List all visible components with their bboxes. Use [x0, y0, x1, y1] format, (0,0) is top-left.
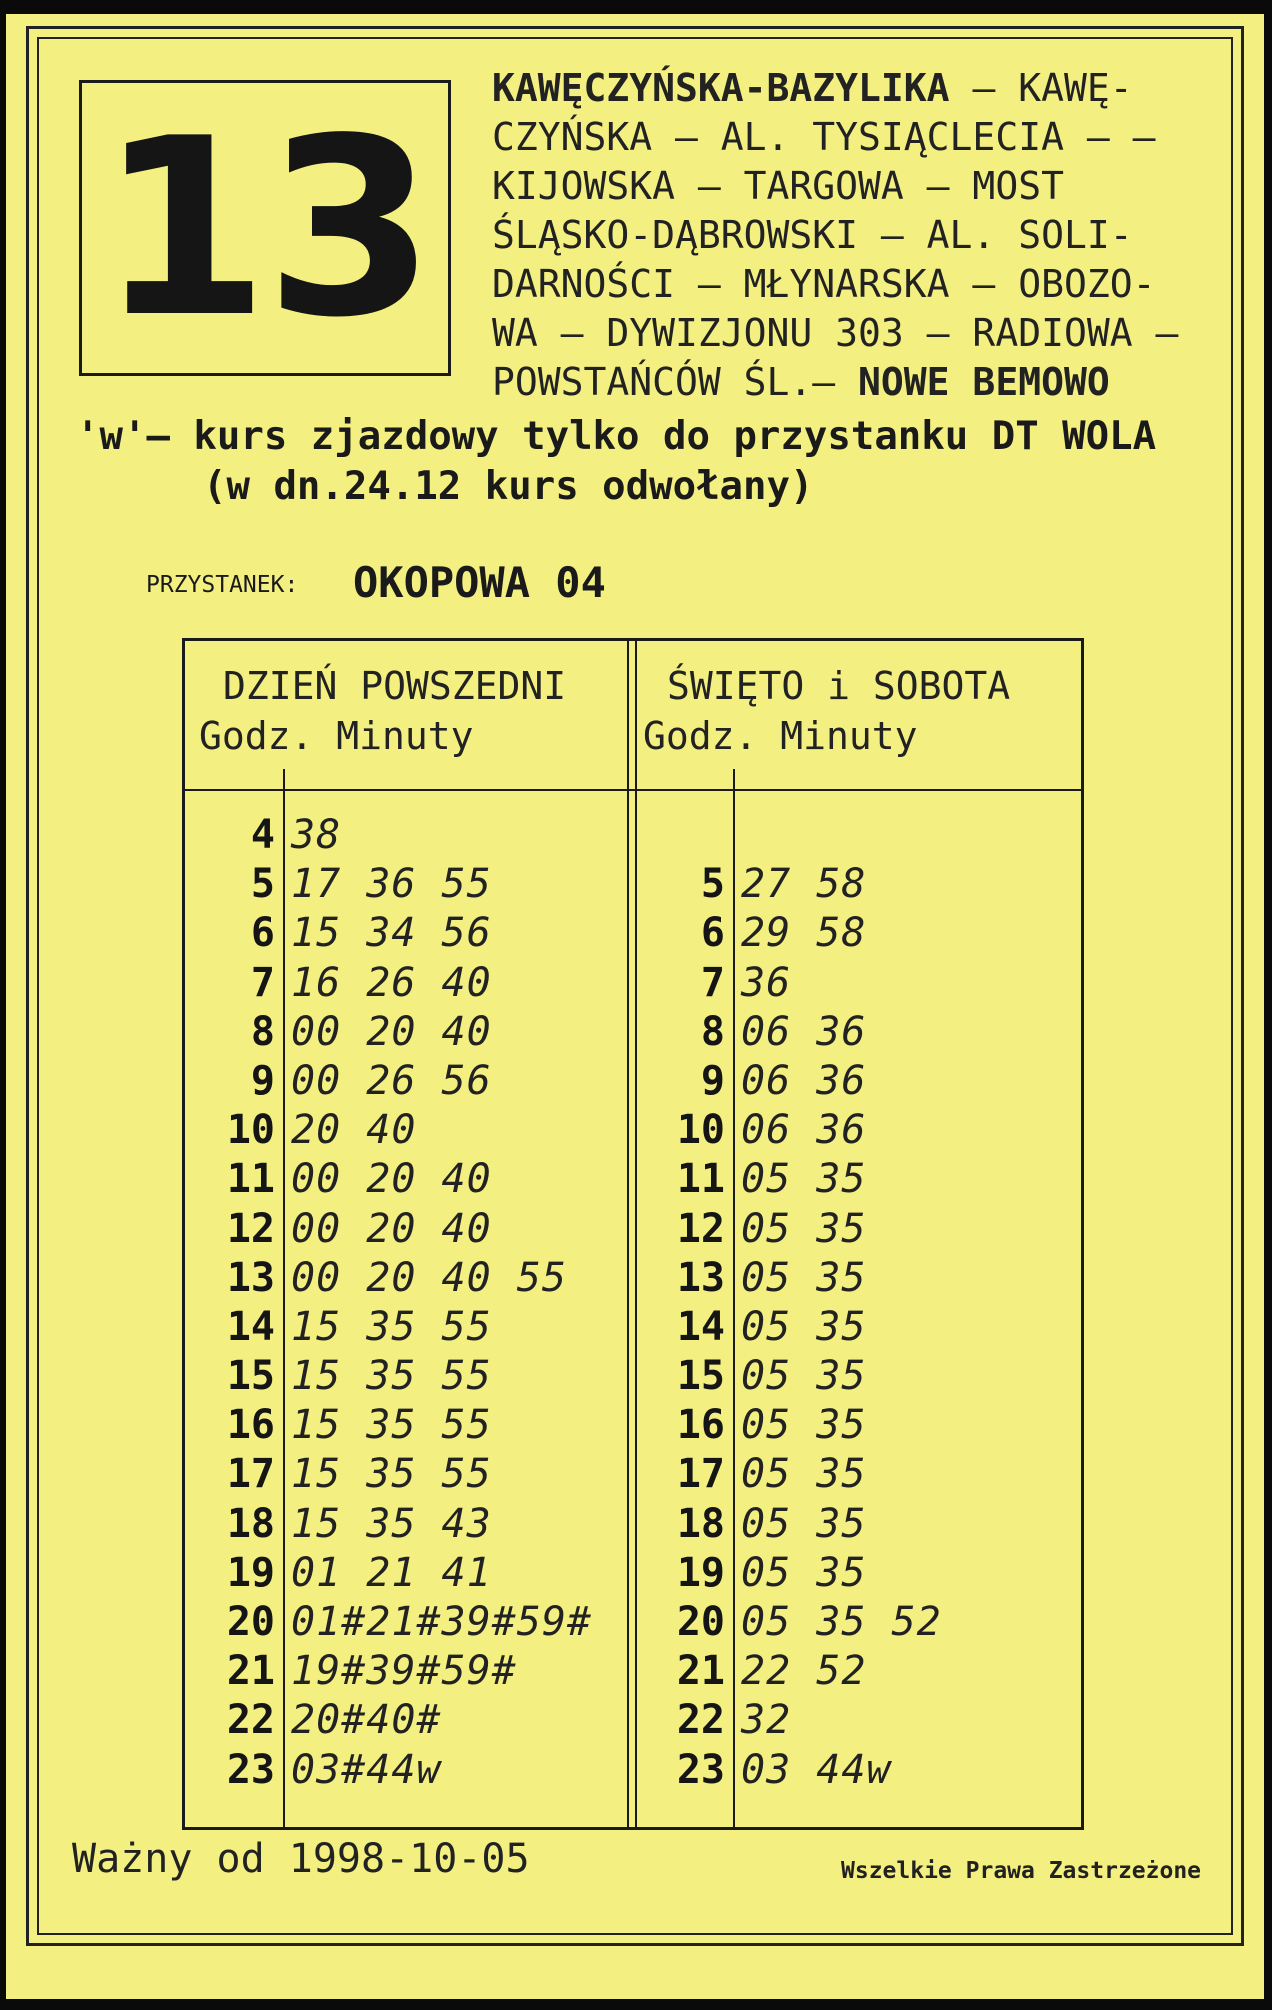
hour-cell: 19: [676, 1549, 725, 1596]
hour-cell: 18: [676, 1500, 725, 1547]
minutes-cell: 05 35: [741, 1402, 867, 1449]
notice-line-2: (w dn.24.12 kurs odwołany): [203, 464, 814, 509]
hour-cell: 13: [226, 1254, 275, 1301]
hour-cell: 6: [250, 910, 275, 957]
minutes-cell: 00 20 40: [291, 1156, 492, 1203]
minutes-cell: 05 35: [741, 1500, 867, 1547]
hour-cell: 21: [226, 1648, 275, 1695]
minutes-cell: 05 35: [741, 1353, 867, 1400]
holiday-title: ŚWIĘTO i SOBOTA: [667, 664, 1011, 708]
weekday-subtitle: Godz. Minuty: [199, 714, 474, 758]
schedule-row: [185, 811, 625, 860]
hour-cell: 8: [250, 1008, 275, 1055]
schedule-table: [182, 638, 1084, 1830]
minutes-cell: 05 35 52: [741, 1599, 942, 1645]
minutes-cell: 05 35: [741, 1549, 867, 1596]
hour-cell: 4: [250, 812, 275, 858]
minutes-cell: 22 52: [741, 1648, 867, 1695]
minutes-cell: 15 34 56: [291, 910, 492, 957]
minutes-cell: 00 20 40 55: [291, 1254, 567, 1301]
schedule-row: [185, 909, 625, 958]
schedule-row: [185, 1254, 625, 1303]
hour-cell: 16: [676, 1402, 725, 1449]
schedule-row: [185, 1155, 625, 1204]
notice-line-1: 'w'– kurs zjazdowy tylko do przystanku DT WOLA: [76, 414, 1157, 459]
route-end-stop: NOWE BEMOWO: [858, 360, 1110, 404]
schedule-row: [185, 1647, 625, 1696]
minutes-cell: 20#40#: [291, 1697, 442, 1744]
minutes-cell: 15 35 55: [291, 1303, 492, 1350]
minutes-cell: 05 35: [741, 1205, 867, 1252]
hour-cell: 18: [226, 1500, 275, 1547]
hour-cell: [635, 811, 725, 860]
route-number: 13: [98, 85, 432, 371]
hour-cell: 10: [676, 1107, 725, 1154]
stop-label: PRZYSTANEK:: [146, 572, 299, 598]
schedule-row: [185, 1008, 625, 1057]
hour-cell: 12: [676, 1205, 725, 1252]
minutes-cell: 00 20 40: [291, 1008, 492, 1055]
minutes-cell: 29 58: [741, 910, 867, 957]
schedule-row: [185, 1106, 625, 1155]
route-start-stop: KAWĘCZYŃSKA-BAZYLIKA: [492, 66, 950, 110]
hour-cell: 11: [676, 1156, 725, 1203]
copyright-notice: Wszelkie Prawa Zastrzeżone: [841, 1858, 1202, 1884]
hour-cell: 22: [676, 1697, 725, 1744]
minutes-cell: [725, 811, 741, 860]
schedule-row: [635, 1401, 1085, 1450]
minutes-cell: 16 26 40: [291, 959, 492, 1006]
valid-from: Ważny od 1998-10-05: [72, 1836, 530, 1882]
schedule-row: [635, 1352, 1085, 1401]
minutes-cell: 05 35: [741, 1303, 867, 1350]
hour-cell: 23: [676, 1746, 725, 1793]
schedule-row: [635, 1746, 1085, 1795]
minutes-cell: 01 21 41: [291, 1549, 492, 1596]
route-via-stops: – KAWĘ- CZYŃSKA – AL. TYSIĄCLECIA – – KIJOWSKA – TARGOWA – MOST ŚLĄSKO-DĄBROWSKI – AL. SOLI- DARNOŚCI – MŁYNARSKA – OBOZO- WA – DYWIZJONU 303 – RADIOWA – POWSTAŃCÓW ŚL.–: [492, 66, 1179, 404]
hour-cell: 13: [676, 1254, 725, 1301]
minutes-cell: 38: [291, 812, 342, 858]
schedule-row: [635, 1647, 1085, 1696]
hour-cell: 15: [226, 1353, 275, 1400]
minutes-cell: 17 36 55: [291, 861, 492, 908]
hour-cell: 5: [250, 861, 275, 908]
hour-cell: 6: [700, 910, 725, 957]
schedule-row: [635, 1155, 1085, 1204]
schedule-row: [635, 1205, 1085, 1254]
route-number-box: [79, 80, 451, 376]
schedule-row: [635, 1696, 1085, 1745]
minutes-cell: 06 36: [741, 1008, 867, 1055]
minutes-cell: 20 40: [291, 1107, 417, 1154]
minutes-cell: 05 35: [741, 1451, 867, 1498]
schedule-row: [635, 959, 1085, 1008]
holiday-subtitle: Godz. Minuty: [643, 714, 918, 758]
holiday-rows: [635, 811, 1085, 1795]
schedule-row: [185, 1352, 625, 1401]
hour-cell: 14: [226, 1303, 275, 1350]
hour-cell: 15: [676, 1353, 725, 1400]
holiday-header: [643, 661, 1073, 761]
schedule-row: [185, 1303, 625, 1352]
schedule-row: [185, 1746, 625, 1795]
hour-cell: 21: [676, 1648, 725, 1695]
weekday-title: DZIEŃ POWSZEDNI: [223, 664, 567, 708]
hour-cell: 23: [226, 1746, 275, 1793]
weekday-rows: [185, 811, 625, 1795]
schedule-row: [635, 1057, 1085, 1106]
minutes-cell: 03 44w: [741, 1746, 892, 1793]
hour-cell: 5: [700, 861, 725, 908]
minutes-cell: 15 35 55: [291, 1451, 492, 1498]
service-notice: [76, 412, 1236, 512]
minutes-cell: 06 36: [741, 1107, 867, 1154]
schedule-row: [185, 959, 625, 1008]
hour-cell: 7: [250, 959, 275, 1006]
schedule-row: [635, 1303, 1085, 1352]
schedule-row: [635, 860, 1085, 909]
minutes-cell: 27 58: [741, 861, 867, 908]
schedule-row: [635, 909, 1085, 958]
minutes-cell: 06 36: [741, 1057, 867, 1104]
minutes-cell: 05 35: [741, 1254, 867, 1301]
schedule-row: [185, 1450, 625, 1499]
schedule-row: [635, 1008, 1085, 1057]
weekday-header: [199, 661, 619, 761]
schedule-row: [635, 1500, 1085, 1549]
schedule-row: [635, 1450, 1085, 1499]
schedule-row: [185, 860, 625, 909]
schedule-row: [635, 1106, 1085, 1155]
hour-cell: 10: [226, 1107, 275, 1154]
schedule-row: [635, 1598, 1085, 1647]
minutes-cell: 00 26 56: [291, 1057, 492, 1104]
minutes-cell: 05 35: [741, 1156, 867, 1203]
schedule-row: [635, 811, 1085, 860]
schedule-row: [185, 1696, 625, 1745]
minutes-cell: 15 35 43: [291, 1500, 492, 1547]
hour-cell: 17: [226, 1451, 275, 1498]
minutes-cell: 19#39#59#: [291, 1648, 517, 1695]
hour-cell: 7: [700, 959, 725, 1006]
hour-cell: 9: [250, 1057, 275, 1104]
hour-cell: 14: [676, 1303, 725, 1350]
minutes-cell: 01#21#39#59#: [291, 1599, 592, 1645]
schedule-row: [185, 1057, 625, 1106]
minutes-cell: 15 35 55: [291, 1353, 492, 1400]
schedule-row: [635, 1254, 1085, 1303]
hour-cell: 8: [700, 1008, 725, 1055]
hour-cell: 20: [226, 1599, 275, 1645]
hour-cell: 16: [226, 1402, 275, 1449]
hour-cell: 20: [676, 1599, 725, 1645]
hour-cell: 9: [700, 1057, 725, 1104]
schedule-row: [185, 1598, 625, 1647]
header-divider: [185, 789, 1081, 791]
schedule-row: [185, 1205, 625, 1254]
schedule-row: [635, 1549, 1085, 1598]
route-description: [492, 64, 1222, 407]
minutes-cell: 36: [741, 959, 792, 1006]
minutes-cell: 00 20 40: [291, 1205, 492, 1252]
schedule-row: [185, 1549, 625, 1598]
schedule-row: [185, 1500, 625, 1549]
hour-cell: 11: [226, 1156, 275, 1203]
minutes-cell: 03#44w: [291, 1746, 442, 1793]
hour-cell: 19: [226, 1549, 275, 1596]
minutes-cell: 15 35 55: [291, 1402, 492, 1449]
hour-cell: 22: [226, 1697, 275, 1744]
hour-cell: 12: [226, 1205, 275, 1252]
stop-name: OKOPOWA 04: [353, 558, 606, 607]
column-divider: [627, 641, 629, 1827]
minutes-cell: 32: [741, 1697, 792, 1744]
timetable-card: [6, 14, 1264, 1999]
hour-cell: 17: [676, 1451, 725, 1498]
schedule-row: [185, 1401, 625, 1450]
